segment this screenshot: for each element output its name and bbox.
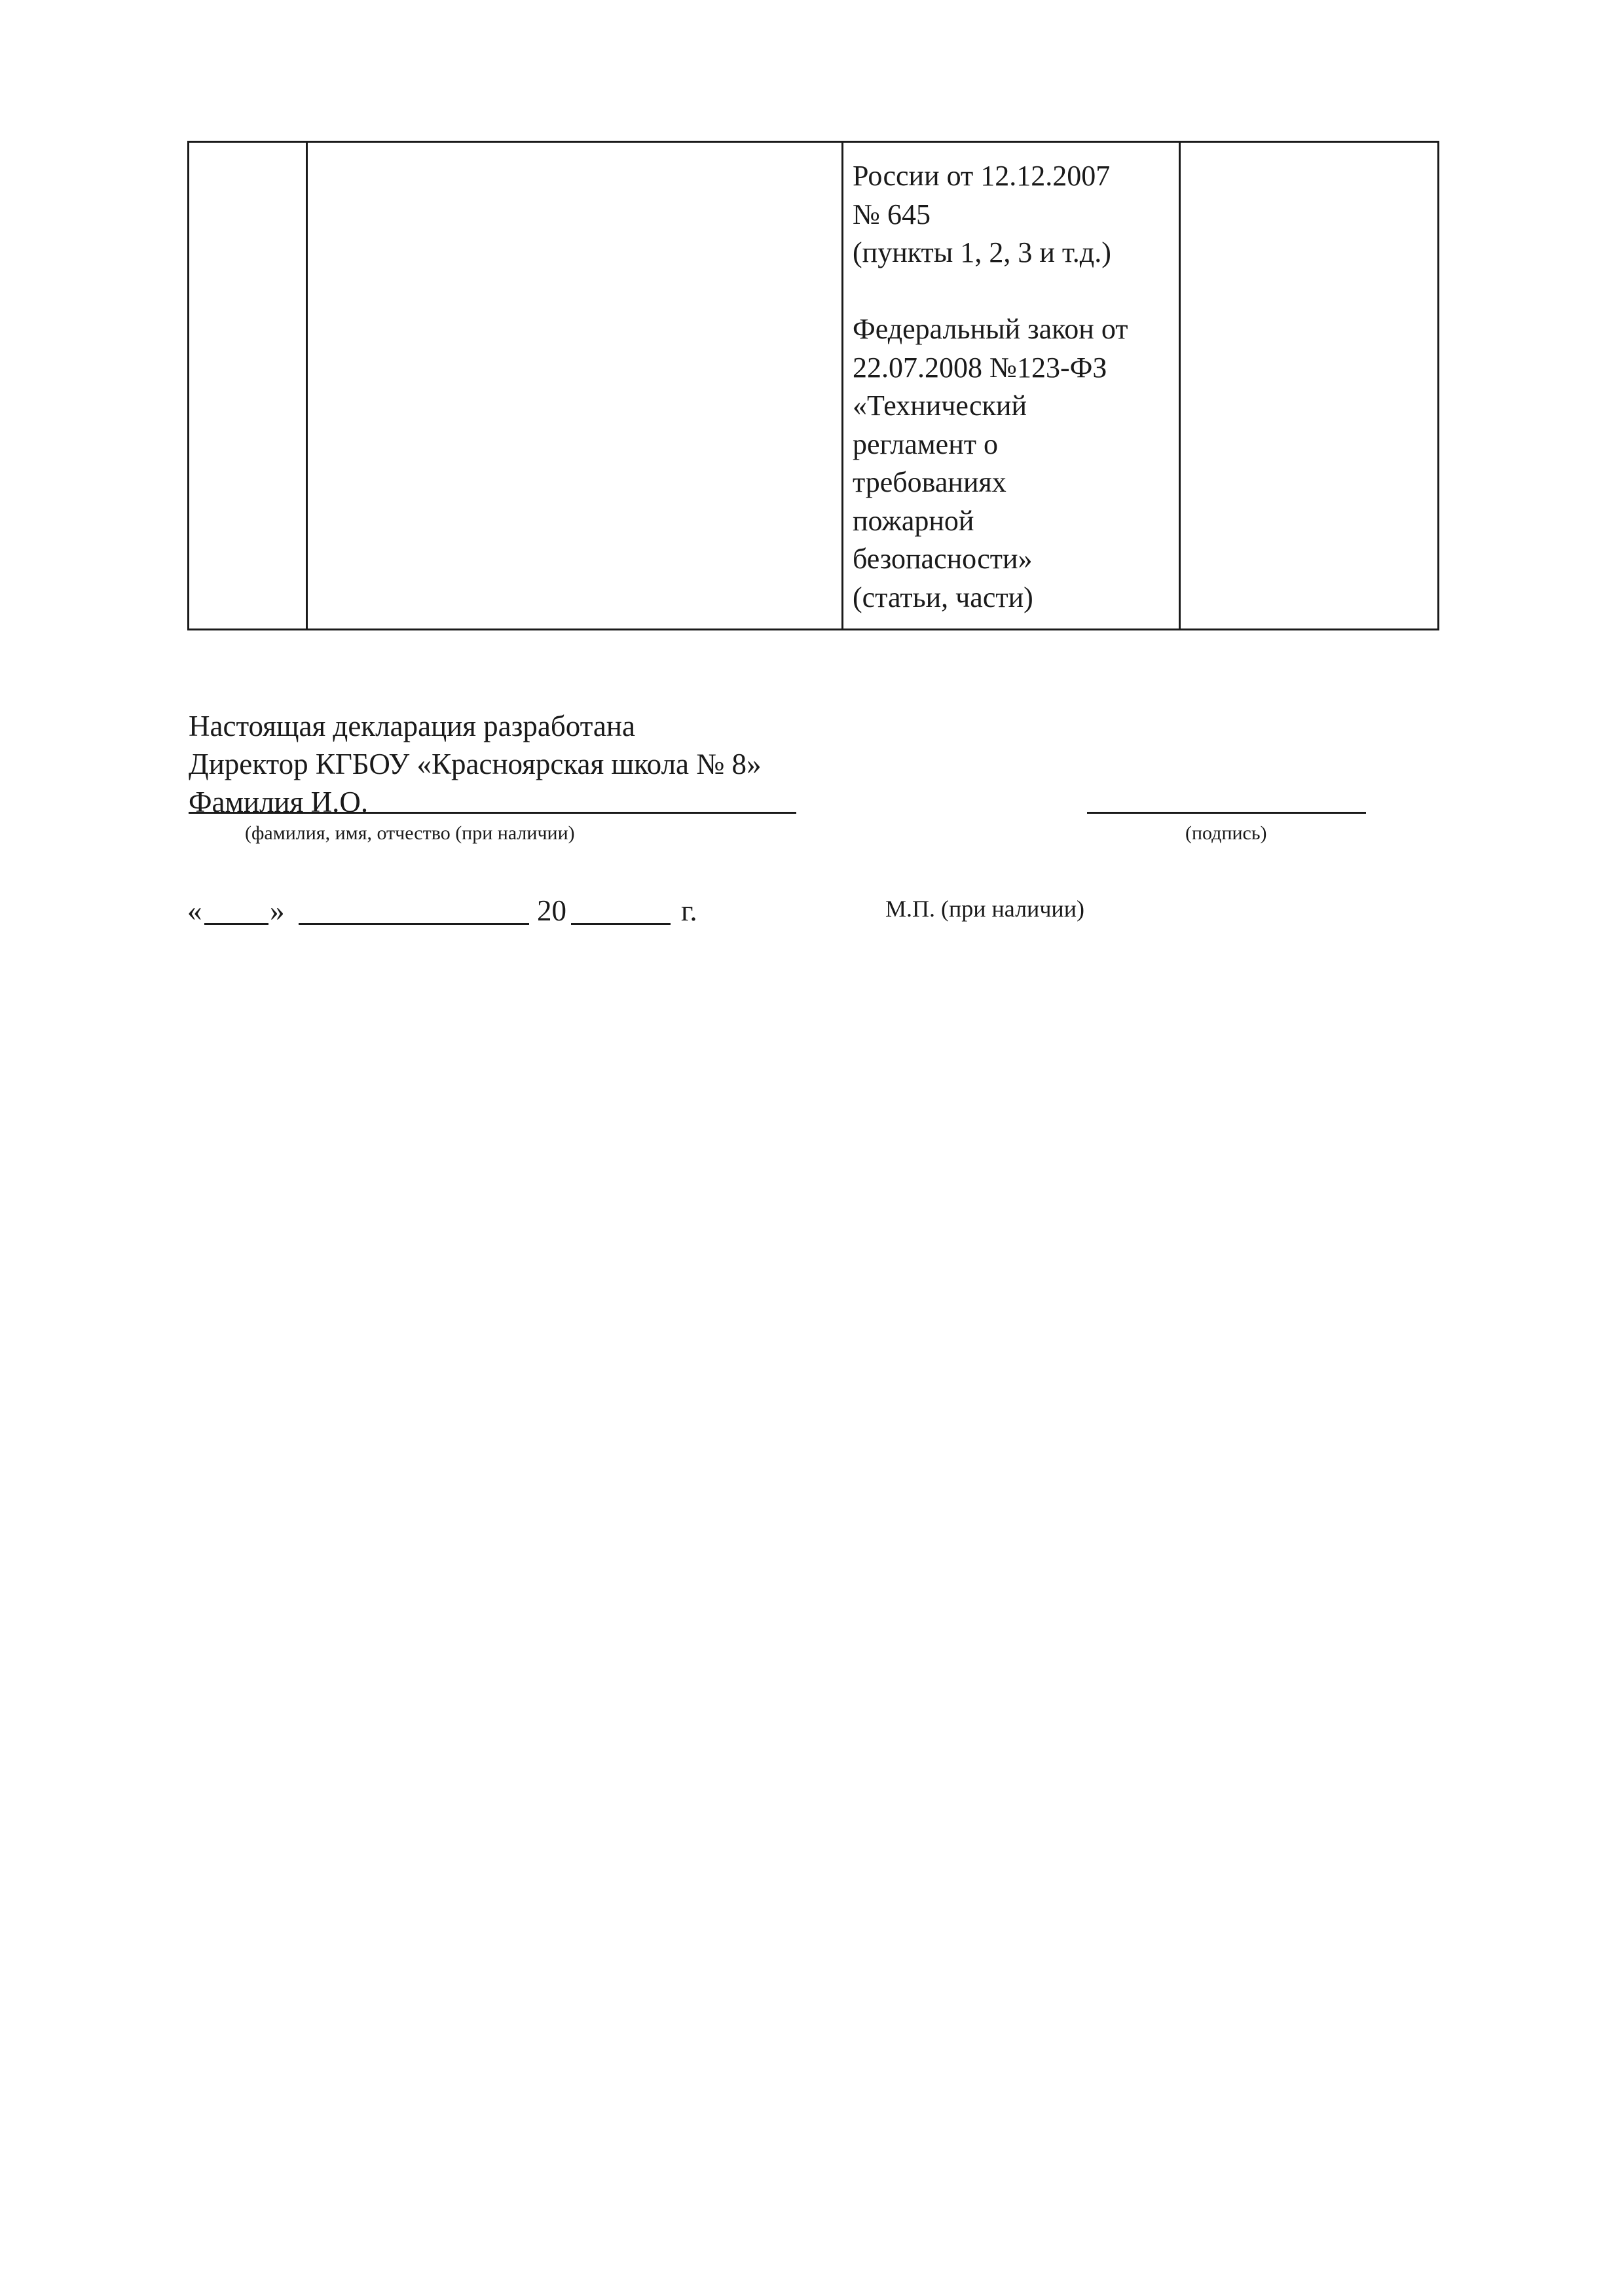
date-open-quote: «: [187, 894, 202, 927]
legal-line: (статьи, части): [853, 581, 1033, 613]
date-close-quote: »: [270, 894, 285, 927]
legal-reference-text: [843, 143, 1179, 617]
name-underline: [189, 812, 796, 814]
table-cell-legal-reference: [843, 142, 1180, 630]
director-name: Фамилия И.О.: [189, 786, 369, 818]
month-blank: [299, 923, 529, 925]
day-blank: [204, 923, 268, 925]
legal-line: требованиях: [853, 466, 1006, 498]
paragraph-gap: [853, 272, 1172, 311]
legal-line: безопасности»: [853, 543, 1033, 575]
director-title: Директор КГБОУ «Красноярская школа № 8»: [189, 748, 762, 780]
name-caption: (фамилия, имя, отчество (при наличии): [245, 822, 575, 844]
year-blank: [571, 923, 671, 925]
legal-line: Федеральный закон от: [853, 313, 1128, 345]
table-cell-description: [307, 142, 843, 630]
declaration-table: [187, 141, 1439, 630]
table-cell-number: [189, 142, 307, 630]
legal-line: регламент о: [853, 428, 998, 460]
table-cell-notes: [1180, 142, 1439, 630]
signature-line: [1087, 812, 1366, 814]
legal-line: 22.07.2008 №123-ФЗ: [853, 351, 1107, 384]
year-suffix: г.: [681, 894, 697, 927]
legal-line: (пункты 1, 2, 3 и т.д.): [853, 236, 1111, 268]
legal-line: России от 12.12.2007: [853, 160, 1111, 192]
legal-line: № 645: [853, 198, 931, 230]
legal-line: «Технический: [853, 390, 1027, 422]
stamp-placeholder: М.П. (при наличии): [885, 896, 1084, 922]
table-row: [189, 142, 1439, 630]
year-prefix: 20: [537, 894, 566, 927]
legal-line: пожарной: [853, 504, 974, 537]
signature-caption: (подпись): [1185, 822, 1267, 844]
developed-statement: Настоящая декларация разработана: [189, 710, 635, 742]
